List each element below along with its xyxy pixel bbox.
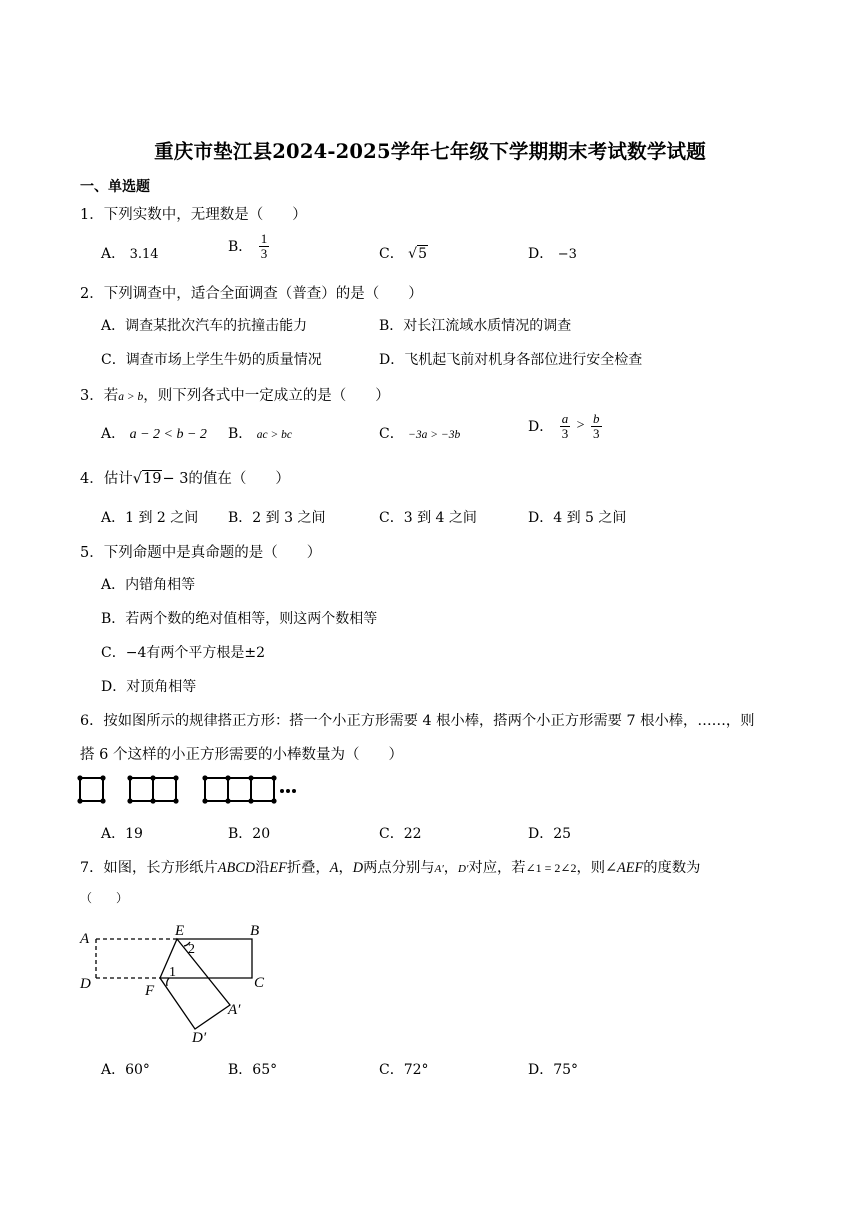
denominator: 3 — [561, 425, 569, 441]
stem-text: 的值在（ ） — [188, 471, 290, 487]
q6-option-d: D．25 — [528, 826, 572, 842]
label-e: E — [175, 923, 185, 939]
option-label: D． — [528, 246, 554, 262]
question-6-line-2: 搭 6 个这样的小正方形需要的小棒数量为（ ） — [80, 747, 403, 763]
option-label: A． — [101, 426, 126, 442]
q7-option-b: B．65° — [228, 1062, 278, 1078]
q4-option-d: D．4 到 5 之间 — [528, 510, 627, 526]
q2-option-b: B．对长江流域水质情况的调查 — [379, 318, 572, 334]
q2-option-a: A．调查某批次汽车的抗撞击能力 — [101, 318, 308, 334]
stem-math: D — [352, 860, 364, 876]
question-7-line-2: （ ） — [80, 891, 129, 905]
stem-text: 沿 — [255, 860, 270, 876]
label-f: F — [145, 983, 155, 999]
stem-text: 对应，若 — [468, 860, 526, 876]
option-label: B． — [228, 239, 253, 256]
q1-option-a — [101, 243, 159, 263]
stem-math: ∠AEF — [605, 860, 644, 876]
matchstick-squares-figure — [75, 774, 305, 808]
denominator: 3 — [260, 245, 268, 261]
stem-math: − 3 — [162, 471, 189, 487]
option-label: A． — [101, 246, 126, 262]
q6-option-c: C．22 — [379, 826, 422, 842]
q5-option-c: C．−4有两个平方根是±2 — [101, 645, 265, 661]
q3-option-b — [228, 423, 292, 443]
label-d: D — [80, 976, 91, 992]
square-figure-1 — [80, 778, 103, 801]
q3-option-c — [379, 423, 460, 443]
q1-option-d — [528, 243, 577, 263]
option-value: −3 — [557, 247, 577, 262]
label-angle-2: 2 — [188, 942, 195, 957]
q6-option-a: A．19 — [101, 826, 143, 842]
option-label: C． — [379, 246, 404, 262]
sqrt-nineteen: √19 — [132, 471, 162, 487]
numerator: a — [561, 411, 569, 426]
question-4-stem — [80, 467, 290, 488]
q5-option-a: A．内错角相等 — [101, 577, 196, 593]
stem-text: 3．若 — [80, 388, 119, 404]
radicand: 19 — [142, 471, 162, 487]
square-figure-2 — [130, 778, 176, 801]
stem-text: ，则下列各式中一定成立的是（ ） — [143, 388, 390, 404]
q4-option-c: C．3 到 4 之间 — [379, 510, 477, 526]
q5-option-b: B．若两个数的绝对值相等，则这两个数相等 — [101, 611, 378, 627]
question-5-stem: 5．下列命题中是真命题的是（ ） — [80, 545, 322, 561]
q3-option-d — [528, 412, 604, 440]
stem-text: 两点分别与 — [363, 860, 435, 876]
numerator: b — [593, 411, 600, 426]
q7-option-a: A．60° — [101, 1062, 150, 1078]
square-figure-3 — [205, 778, 274, 801]
label-angle-1: 1 — [169, 965, 176, 980]
option-label: B． — [228, 426, 253, 442]
section-heading: 一、单选题 — [80, 179, 150, 195]
q6-option-b: B．20 — [228, 826, 271, 842]
fraction-one-third — [259, 232, 270, 260]
stem-text: 7．如图，长方形纸片 — [80, 860, 218, 876]
option-label: D． — [528, 419, 554, 436]
comparison-operator: > — [576, 418, 585, 434]
stem-math: EF — [269, 860, 287, 876]
label-c: C — [254, 975, 265, 991]
page-title: 重庆市垫江县2024-2025学年七年级下学期期末考试数学试题 — [154, 140, 706, 163]
question-6-line-1: 6．按如图所示的规律搭正方形：搭一个小正方形需要 4 根小棒，搭两个小正方形需要 7 根小棒，……，则 — [80, 713, 755, 729]
q1-option-c — [379, 243, 428, 263]
fraction-a-over-3 — [560, 412, 571, 440]
ellipsis-dots — [280, 789, 296, 793]
q7-option-c: C．72° — [379, 1062, 429, 1078]
radicand: 5 — [418, 246, 428, 262]
q2-option-d: D．飞机起飞前对机身各部位进行安全检查 — [379, 352, 643, 368]
label-a-prime: A′ — [228, 1002, 241, 1018]
option-label: C． — [379, 426, 404, 442]
option-value: −3a > −3b — [408, 429, 461, 441]
question-7-line-1 — [80, 857, 700, 877]
fraction-b-over-3 — [591, 412, 602, 440]
stem-text: 折叠， — [286, 860, 330, 876]
option-value: ac > bc — [256, 429, 292, 441]
q1-option-b — [228, 232, 271, 260]
numerator: 1 — [260, 231, 268, 246]
stem-math: ABCD — [217, 860, 256, 876]
q4-option-b: B．2 到 3 之间 — [228, 510, 326, 526]
stem-text: 4．估计 — [80, 471, 133, 487]
option-value: a − 2 < b − 2 — [129, 427, 207, 442]
q7-option-d: D．75° — [528, 1062, 579, 1078]
stem-math: ∠1 = 2∠2 — [525, 861, 577, 875]
q4-option-a: A．1 到 2 之间 — [101, 510, 199, 526]
label-a: A — [80, 931, 90, 947]
option-value: 3.14 — [129, 247, 159, 262]
q5-option-d: D．对顶角相等 — [101, 679, 197, 695]
stem-text: 的度数为 — [643, 860, 701, 876]
stem-text: ， — [443, 860, 459, 876]
q2-option-c: C．调查市场上学生牛奶的质量情况 — [101, 352, 322, 368]
denominator: 3 — [593, 425, 600, 441]
stem-math: D′ — [458, 863, 469, 875]
stem-text: ， — [338, 860, 353, 876]
label-d-prime: D′ — [192, 1030, 207, 1046]
stem-text: ，则 — [576, 860, 606, 876]
question-1-stem: 1．下列实数中，无理数是（ ） — [80, 207, 307, 223]
label-b: B — [250, 923, 260, 939]
folded-rectangle-figure — [76, 918, 276, 1048]
question-2-stem: 2．下列调查中，适合全面调查（普查）的是（ ） — [80, 286, 423, 302]
stem-math: a > b — [118, 391, 144, 403]
q3-option-a — [101, 423, 207, 443]
stem-math: A — [329, 860, 339, 876]
stem-math: A′ — [434, 863, 444, 875]
question-3-stem — [80, 384, 390, 405]
sqrt-five: √5 — [408, 246, 428, 262]
folded-part-ea-prime-d-prime-f — [160, 939, 230, 1029]
